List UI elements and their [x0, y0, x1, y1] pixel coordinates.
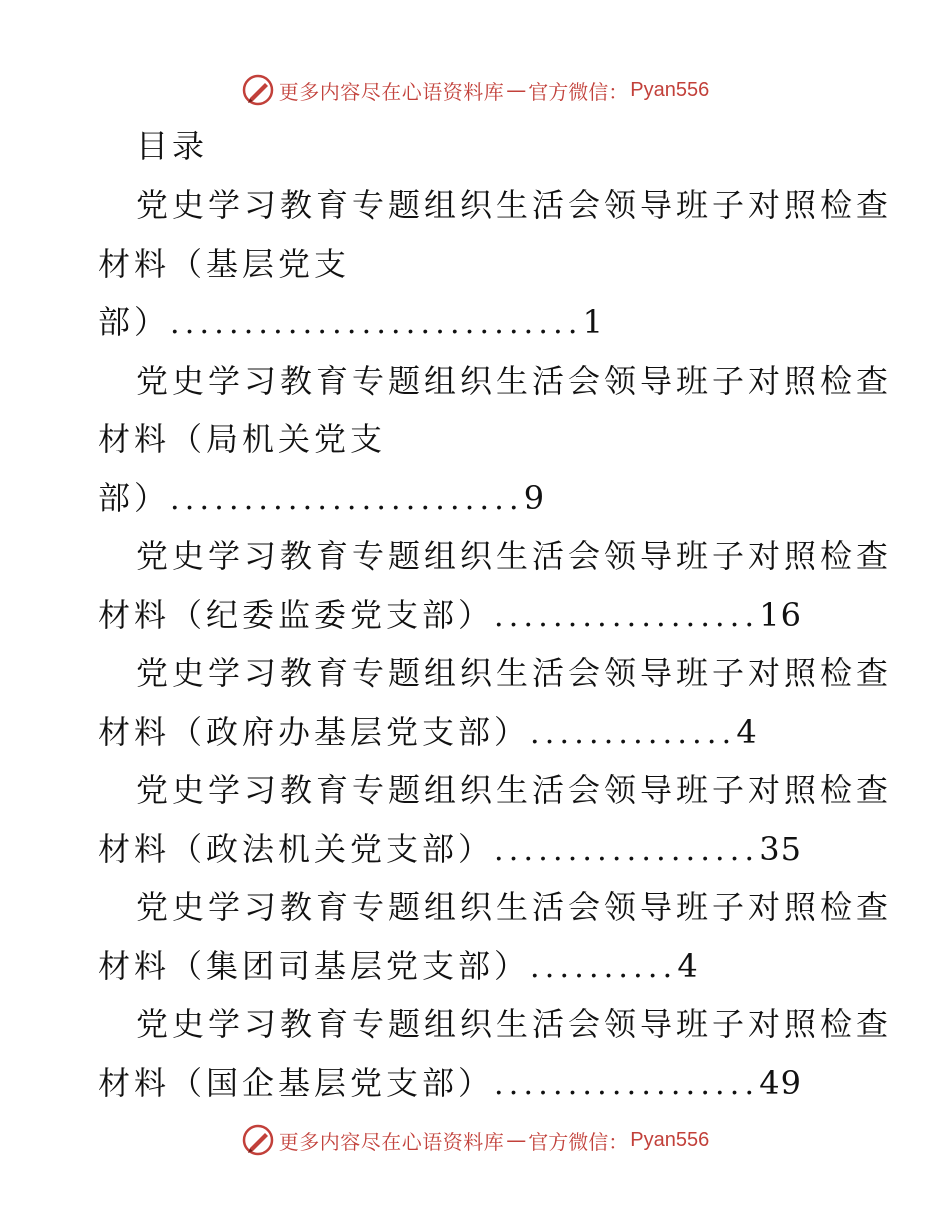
toc-page-number: 4	[736, 713, 758, 751]
toc-entry-7-title: 党史学习教育专题组织生活会领导班子对照检查	[136, 1005, 893, 1043]
toc-leader-dots: ..................	[494, 599, 760, 634]
watermark-separator: —	[506, 1128, 527, 1152]
toc-entry-5-line2[interactable]	[98, 829, 802, 869]
toc-page-number: 1	[582, 303, 604, 341]
toc-entry-3-line2[interactable]	[98, 595, 802, 635]
watermark-wechat-id: Pyan556	[630, 1128, 710, 1151]
toc-leader-dots: ..........	[530, 950, 678, 985]
watermark-text: 更多内容尽在心语资料库	[278, 79, 505, 104]
toc-entry-label: 材料（纪委监委党支部）	[98, 596, 495, 634]
toc-page-number: 4	[677, 947, 699, 985]
toc-page-number: 35	[759, 830, 802, 868]
header-watermark	[0, 72, 950, 108]
toc-entry-7-line2[interactable]	[98, 1063, 802, 1103]
toc-entry-6-title: 党史学习教育专题组织生活会领导班子对照检查	[136, 888, 893, 926]
toc-entry-6-line2[interactable]	[98, 946, 699, 986]
toc-page-number: 49	[759, 1064, 802, 1102]
toc-entry-1-line2: 材料（基层党支	[98, 245, 351, 283]
toc-entry-2-line3[interactable]	[98, 478, 545, 518]
pen-logo-icon	[241, 1123, 275, 1157]
toc-entry-label: 材料（政法机关党支部）	[98, 830, 495, 868]
toc-entry-1-line3[interactable]	[98, 302, 604, 342]
toc-leader-dots: ............................	[170, 306, 583, 341]
toc-page-number: 9	[523, 479, 546, 517]
toc-leader-dots: ..................	[494, 1067, 760, 1102]
toc-page-number: 16	[759, 596, 802, 634]
watermark-separator: —	[506, 78, 527, 102]
toc-entry-label: 材料（政府办基层党支部）	[98, 713, 531, 751]
toc-entry-4-line2[interactable]	[98, 712, 758, 752]
watermark-text: 更多内容尽在心语资料库	[278, 1129, 505, 1154]
pen-logo-icon	[241, 73, 275, 107]
watermark-wechat-label: 官方微信：	[528, 1129, 629, 1154]
footer-watermark	[0, 1122, 950, 1158]
toc-leader-dots: ........................	[170, 482, 524, 517]
toc-entry-3-title: 党史学习教育专题组织生活会领导班子对照检查	[136, 537, 893, 575]
toc-leader-dots: ..................	[494, 833, 760, 868]
watermark-wechat-id: Pyan556	[630, 78, 710, 101]
toc-entry-label: 部）	[98, 303, 171, 341]
toc-entry-label: 材料（集团司基层党支部）	[98, 947, 531, 985]
toc-entry-2-line2: 材料（局机关党支	[98, 420, 387, 458]
toc-entry-label: 部）	[98, 479, 171, 517]
toc-entry-label: 材料（国企基层党支部）	[98, 1064, 495, 1102]
toc-entry-1-title: 党史学习教育专题组织生活会领导班子对照检查	[136, 186, 893, 224]
toc-heading: 目录	[136, 127, 209, 165]
toc-entry-2-title: 党史学习教育专题组织生活会领导班子对照检查	[136, 362, 893, 400]
watermark-wechat-label: 官方微信：	[528, 79, 629, 104]
toc-entry-4-title: 党史学习教育专题组织生活会领导班子对照检查	[136, 654, 893, 692]
toc-leader-dots: ..............	[530, 716, 737, 751]
toc-entry-5-title: 党史学习教育专题组织生活会领导班子对照检查	[136, 771, 893, 809]
